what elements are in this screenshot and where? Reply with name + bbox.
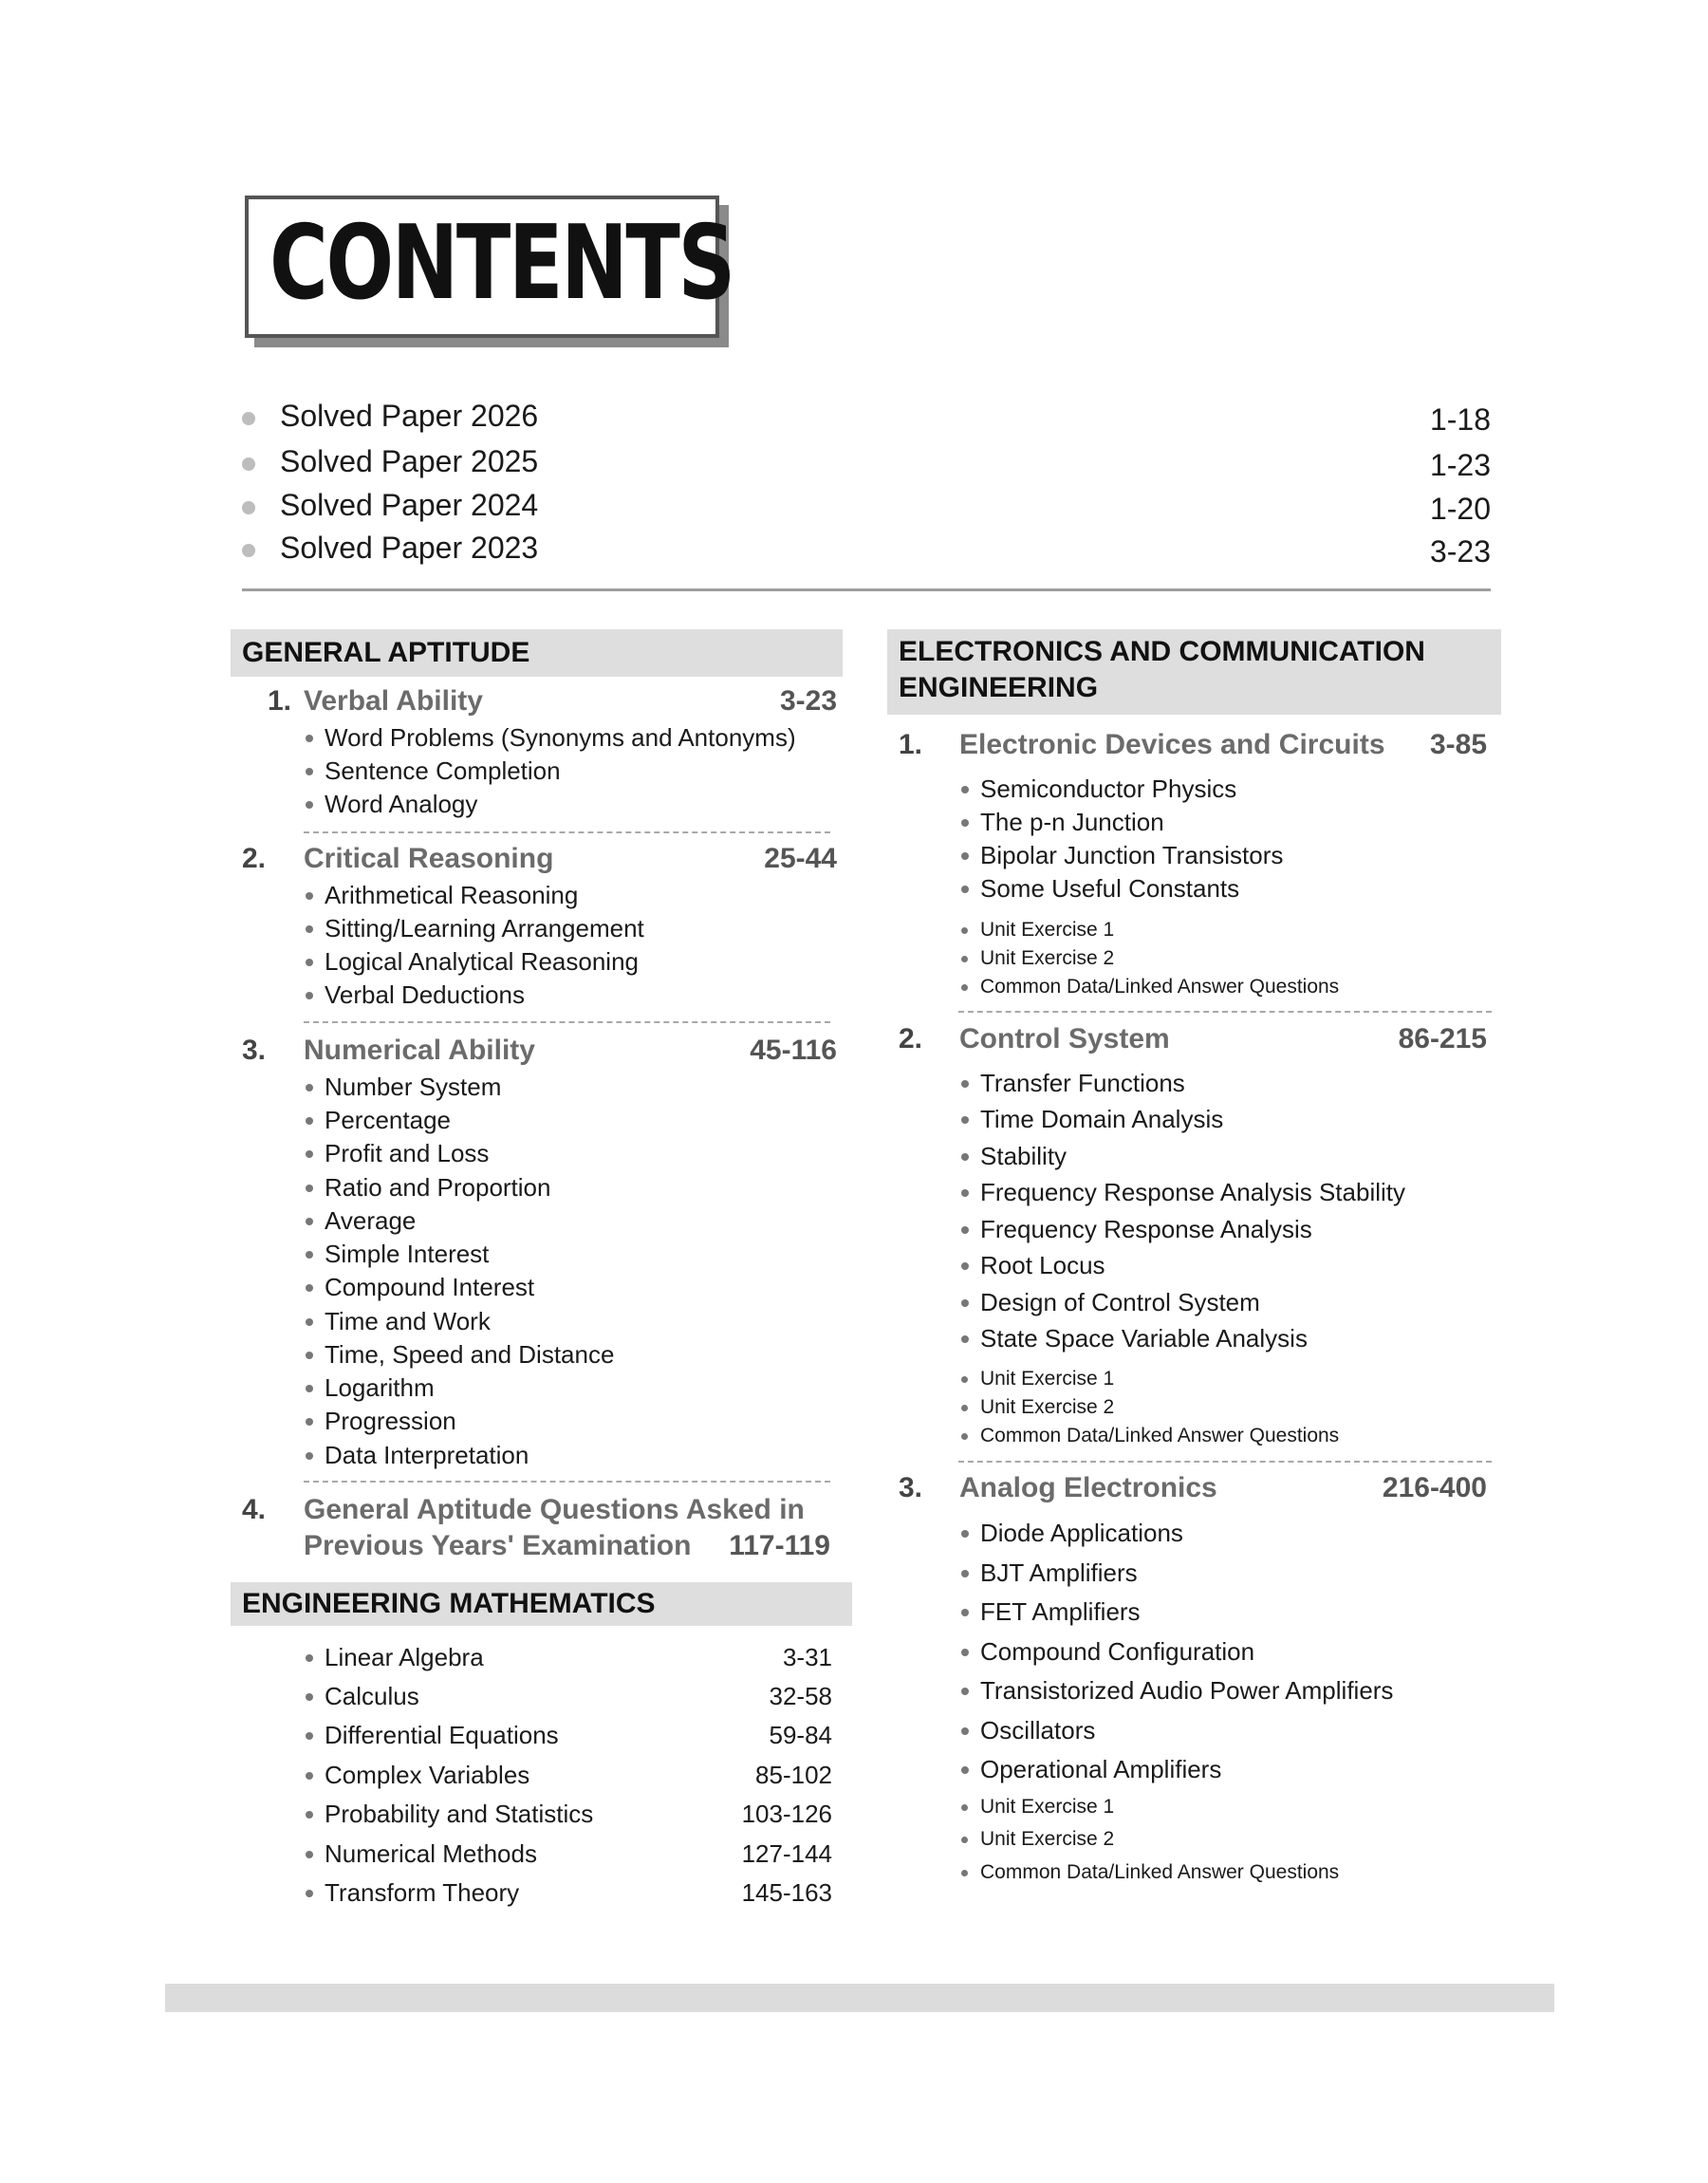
solved-paper-label: Solved Paper 2023: [280, 531, 539, 565]
bullet-icon: [306, 735, 313, 742]
bullet-icon: [306, 1732, 313, 1740]
section-heading-engineering-mathematics: ENGINEERING MATHEMATICS: [231, 1582, 852, 1626]
divider: [304, 831, 830, 833]
bullet-icon: [961, 1804, 968, 1811]
bullet-icon: [306, 1150, 313, 1158]
chapter-title: Verbal Ability: [304, 685, 483, 717]
bullet-icon: [961, 1688, 969, 1695]
divider: [304, 1481, 830, 1483]
chapter-title: Numerical Ability: [304, 1035, 535, 1066]
bullet-icon: [306, 1890, 313, 1897]
chapter-row: [242, 1035, 837, 1073]
bullet-icon: [961, 1530, 969, 1538]
bullet-icon: [961, 1433, 968, 1440]
bullet-icon: [961, 852, 969, 860]
bullet-icon: [306, 1385, 313, 1392]
contents-title-box: [245, 196, 733, 338]
chapter-number: 4.: [242, 1494, 267, 1525]
bullet-icon: [961, 956, 968, 962]
bullet-icon: [961, 1766, 969, 1774]
chapter-title: Electronic Devices and Circuits: [959, 729, 1385, 760]
bullet-icon: [961, 927, 968, 934]
bullet-icon: [961, 819, 969, 827]
bullet-icon: [961, 1870, 968, 1876]
solved-paper-pages: 1-18: [1429, 402, 1491, 437]
bullet-icon: [242, 457, 255, 471]
bullet-icon: [961, 1376, 968, 1383]
bullet-icon: [306, 1318, 313, 1326]
chapter-row: [899, 1472, 1487, 1510]
chapter-pages: 216-400: [1382, 1472, 1487, 1503]
bullet-icon: [961, 1727, 969, 1735]
bullet-icon: [306, 801, 313, 809]
chapter-pages: 45-116: [750, 1035, 837, 1066]
divider: [242, 588, 1491, 591]
chapter-title: Control System: [959, 1023, 1170, 1054]
bullet-icon: [306, 1654, 313, 1662]
chapter-number: 1.: [899, 729, 923, 760]
chapter-pages: 3-23: [779, 685, 837, 717]
chapter-number: 2.: [242, 843, 267, 874]
bullet-icon: [242, 412, 255, 425]
chapter-number: 3.: [899, 1472, 923, 1503]
math-item: Numerical Methods 127-144: [306, 1839, 832, 1872]
page-title: CONTENTS: [269, 204, 733, 323]
bullet-icon: [961, 1335, 969, 1343]
bullet-icon: [961, 1080, 969, 1088]
bullet-icon: [306, 1851, 313, 1858]
divider: [958, 1461, 1492, 1463]
math-item: Calculus 32-58: [306, 1682, 832, 1714]
bullet-icon: [961, 1299, 969, 1307]
solved-paper-label: Solved Paper 2024: [280, 488, 539, 522]
section-heading-line: ELECTRONICS AND COMMUNICATION: [899, 636, 1425, 667]
bullet-icon: [306, 1251, 313, 1259]
bullet-icon: [961, 1405, 968, 1411]
bullet-icon: [306, 959, 313, 966]
math-item: Probability and Statistics 103-126: [306, 1800, 832, 1832]
solved-paper-row: [242, 399, 1491, 442]
bullet-icon: [306, 1185, 313, 1192]
bullet-icon: [961, 1189, 969, 1197]
chapter-title: General Aptitude Questions Asked in: [304, 1494, 805, 1525]
chapter-row: [899, 729, 1487, 767]
bullet-icon: [306, 892, 313, 900]
bullet-icon: [961, 1262, 969, 1270]
chapter-row: [242, 1494, 830, 1570]
solved-paper-row: [242, 531, 1491, 574]
section-heading-ece: [887, 629, 1501, 715]
chapter-title: Analog Electronics: [959, 1472, 1217, 1503]
solved-paper-label: Solved Paper 2026: [280, 399, 539, 433]
bullet-icon: [306, 1352, 313, 1359]
section-heading-line: ENGINEERING: [899, 672, 1099, 703]
footer-bar: [165, 1984, 1554, 2012]
bullet-icon: [306, 1693, 313, 1701]
bullet-icon: [306, 1418, 313, 1426]
bullet-icon: [306, 992, 313, 999]
chapter-row: [899, 1023, 1487, 1061]
bullet-icon: [306, 1284, 313, 1292]
bullet-icon: [961, 786, 969, 793]
section-heading-general-aptitude: GENERAL APTITUDE: [231, 629, 843, 677]
chapter-pages: 3-85: [1429, 729, 1487, 760]
chapter-pages: 117-119: [729, 1530, 830, 1561]
bullet-icon: [306, 1772, 313, 1780]
chapter-number: 1.: [268, 685, 292, 717]
chapter-row: [242, 843, 837, 881]
bullet-icon: [961, 1649, 969, 1656]
bullet-icon: [306, 1117, 313, 1125]
bullet-icon: [961, 984, 968, 991]
bullet-icon: [961, 1609, 969, 1616]
bullet-icon: [961, 1837, 968, 1843]
math-item: Complex Variables 85-102: [306, 1761, 832, 1793]
bullet-icon: [961, 1570, 969, 1577]
bullet-icon: [961, 886, 969, 893]
divider: [304, 1021, 830, 1023]
bullet-icon: [306, 768, 313, 775]
bullet-icon: [306, 1811, 313, 1819]
solved-paper-pages: 1-23: [1429, 448, 1491, 482]
chapter-pages: 25-44: [764, 843, 837, 874]
solved-paper-pages: 1-20: [1429, 492, 1491, 526]
divider: [958, 1011, 1492, 1013]
bullet-icon: [242, 544, 255, 557]
bullet-icon: [242, 501, 255, 514]
bullet-icon: [306, 925, 313, 933]
bullet-icon: [306, 1084, 313, 1092]
bullet-icon: [306, 1218, 313, 1225]
chapter-number: 2.: [899, 1023, 923, 1054]
chapter-row: [268, 685, 837, 723]
bullet-icon: [961, 1226, 969, 1234]
bullet-icon: [961, 1153, 969, 1161]
chapter-title: Critical Reasoning: [304, 843, 554, 874]
solved-paper-row: [242, 444, 1491, 488]
chapter-title: Previous Years' Examination: [304, 1530, 692, 1561]
math-item: Transform Theory 145-163: [306, 1878, 832, 1911]
solved-paper-row: [242, 488, 1491, 532]
solved-paper-pages: 3-23: [1429, 534, 1491, 569]
chapter-pages: 86-215: [1398, 1023, 1487, 1054]
solved-paper-label: Solved Paper 2025: [280, 444, 539, 478]
math-item: Linear Algebra 3-31: [306, 1643, 832, 1675]
math-item: Differential Equations 59-84: [306, 1721, 832, 1753]
chapter-number: 3.: [242, 1035, 267, 1066]
bullet-icon: [306, 1452, 313, 1460]
bullet-icon: [961, 1116, 969, 1124]
